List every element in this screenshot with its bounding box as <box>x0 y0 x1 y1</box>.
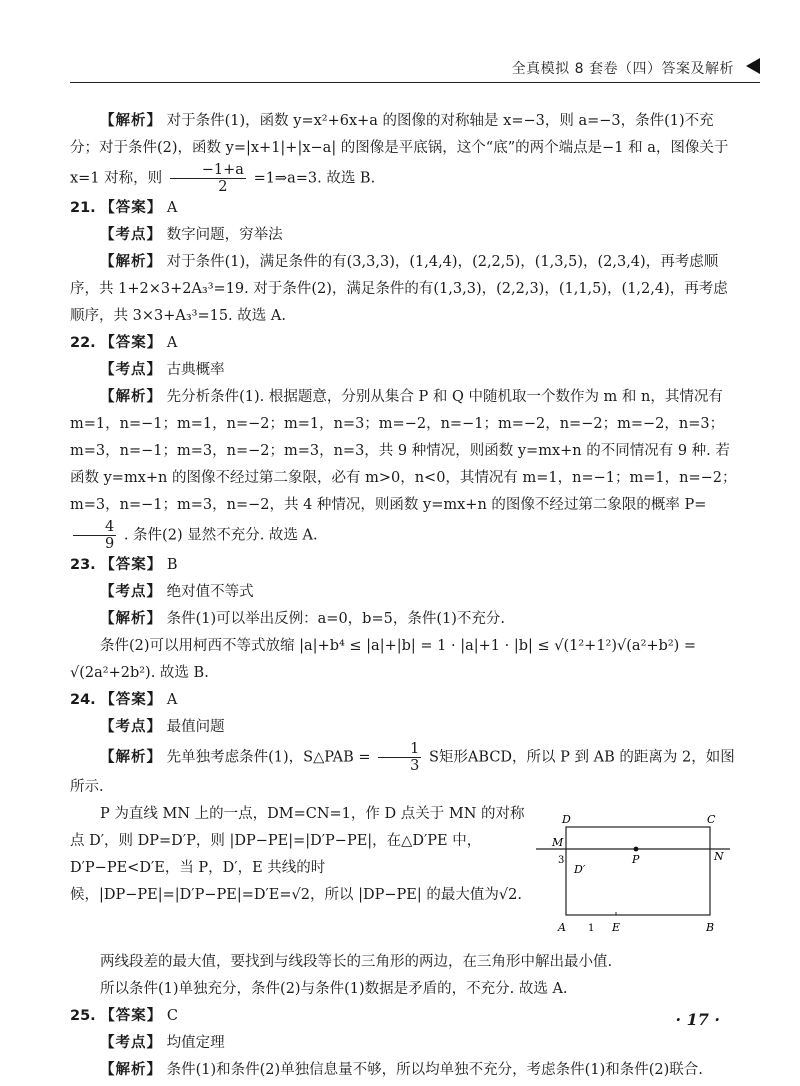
q22-fraction <box>73 519 116 552</box>
header-arrow-icon <box>746 58 760 74</box>
q24-frac-den: 3 <box>410 758 420 774</box>
q24-kaodian <box>70 714 738 741</box>
q20-jiexi-text-2: =1⇒a=3. 故选 B. <box>253 170 376 187</box>
label-a: A <box>558 921 566 934</box>
q24-jiexi-conclusion <box>70 976 738 1003</box>
q24-frac-num: 1 <box>378 741 421 758</box>
q20-frac-den: 2 <box>218 179 228 195</box>
q23-jiexi-cont <box>70 633 738 687</box>
label-e: E <box>612 921 621 934</box>
q24-answer-value: A <box>166 692 178 708</box>
q20-jiexi-tag: 【解析】 <box>100 113 162 129</box>
q22-jiexi-text-1: 先分析条件(1). 根据题意，分别从集合 P 和 Q 中随机取一个数作为 m 和 n，其情况有 m=1，n=−1；m=1，n=−2；m=1，n=3；m=−2，n=−1；m=−2，n=−2；m=−2，n=3；m=3，n=−1；m=3，n=−2；m=3，n=3，共 9 种情况，则函数 y=mx+n 的不同情况有 9 种. 若函数 y=mx+n 的图像不经过第二象限，必有 m>0，n<0，其情况有 m=1，n=−1；m=1，n=−2；m=3，n=−1；m=3，n=−2，共 4 种情况，则函数 y=mx+n 的图像不经过第二象限的概率 P= <box>70 389 737 513</box>
q22-kaodian-tag: 【考点】 <box>100 362 162 378</box>
q25-kaodian <box>70 1030 738 1057</box>
q25-kaodian-text: 均值定理 <box>166 1035 225 1051</box>
q24-jiexi-text-1b: S矩形ABCD，所以 P 到 AB 的距离为 2，如图所示. <box>70 749 735 795</box>
q22-answer-value: A <box>166 335 178 351</box>
q22-kaodian-text: 古典概率 <box>166 362 225 378</box>
q25-answer-tag: 【答案】 <box>100 1008 163 1024</box>
q20-frac-num: −1+a <box>170 162 246 179</box>
q20-fraction <box>170 162 246 195</box>
header-rule <box>70 82 760 83</box>
q21-answer-value: A <box>166 200 178 216</box>
label-1: 1 <box>588 923 595 934</box>
q24-jiexi <box>70 741 738 801</box>
q21-number: 21. <box>70 200 96 216</box>
q20-jiexi-text-1: 对于条件(1)，函数 y=x²+6x+a 的图像的对称轴是 x=−3，则 a=−3，条件(1)不充分；对于条件(2)，函数 y=|x+1|+|x−a| 的图像是平底锅，这个“底”的两个端点是−1 和 a，图像关于 x=1 对称，则 <box>70 113 729 187</box>
q23-kaodian <box>70 579 738 606</box>
q22-number: 22. <box>70 335 96 351</box>
q23-jiexi-tag: 【解析】 <box>100 611 162 627</box>
q23-number: 23. <box>70 557 96 573</box>
q23-jiexi <box>70 606 738 633</box>
q24-jiexi-text-1a: 先单独考虑条件(1)，S△PAB = <box>166 749 371 766</box>
q25-jiexi-tag: 【解析】 <box>100 1062 162 1078</box>
q22-jiexi-tag: 【解析】 <box>100 389 162 405</box>
q25-jiexi <box>70 1057 738 1084</box>
label-d: D <box>562 815 571 826</box>
q23-kaodian-text: 绝对值不等式 <box>166 584 254 600</box>
rectangle-diagram <box>530 815 750 945</box>
q20-jiexi <box>70 108 738 195</box>
q23-answer-value: B <box>166 557 178 573</box>
page-number: · 17 · <box>675 1010 720 1029</box>
q22-frac-den: 9 <box>105 536 115 552</box>
q25-answer-value: C <box>166 1008 179 1024</box>
q21-jiexi-text: 对于条件(1)，满足条件的有(3,3,3)，(1,4,4)，(2,2,5)，(1,3,5)，(2,3,4)，再考虑顺序，共 1+2×3+2A₃³=19. 对于条件(2)，满足条件的有(1,3,3)，(2,2,3)，(1,1,5)，(1,2,4)，再考虑顺序，共 3×3+A₃³=15. 故选 A. <box>70 254 728 324</box>
q23-answer <box>70 552 738 579</box>
header-title: 全真模拟 8 套卷（四）答案及解析 <box>511 61 734 77</box>
q24-jiexi-text-4: 所以条件(1)单独充分，条件(2)与条件(1)数据是矛盾的，不充分. 故选 A. <box>100 981 568 997</box>
q24-jiexi-text-3: 两线段差的最大值，要找到与线段等长的三角形的两边，在三角形中解出最小值. <box>100 954 613 970</box>
q24-jiexi-tag: 【解析】 <box>100 749 162 766</box>
q22-kaodian <box>70 357 738 384</box>
q21-jiexi <box>70 249 738 330</box>
q24-number: 24. <box>70 692 96 708</box>
q21-kaodian-tag: 【考点】 <box>100 227 162 243</box>
label-n: N <box>714 850 724 863</box>
q24-jiexi-body <box>70 801 530 909</box>
q24-figure-block <box>70 801 738 949</box>
q23-jiexi-text-1: 条件(1)可以举出反例：a=0，b=5，条件(1)不充分. <box>166 611 505 627</box>
page-header <box>70 52 760 92</box>
rectangle-abcd <box>566 827 710 915</box>
q22-jiexi-text-2: . 条件(2) 显然不充分. 故选 A. <box>123 527 318 544</box>
point-p <box>634 847 639 852</box>
label-b: B <box>706 921 715 934</box>
label-d-prime: D′ <box>574 863 586 876</box>
page-content <box>70 108 738 1084</box>
q25-jiexi-text: 条件(1)和条件(2)单独信息量不够，所以均单独不充分，考虑条件(1)和条件(2)联合. <box>166 1062 703 1078</box>
q23-jiexi-text-2: 条件(2)可以用柯西不等式放缩 |a|+b⁴ ≤ |a|+|b| = 1 · |a|+1 · |b| ≤ √(1²+1²)√(a²+b²) = √(2a²+2b²). 故选 B. <box>70 638 697 681</box>
q24-jiexi-text-2: P 为直线 MN 上的一点，DM=CN=1，作 D 点关于 MN 的对称点 D′，则 DP=D′P，则 |DP−PE|=|D′P−PE|，在△D′PE 中，D′P−PE<D′E，当 P，D′，E 共线的时候，|DP−PE|=|D′P−PE|=D′E=√2，所以 |DP−PE| 的最大值为√2. <box>70 806 525 903</box>
q22-jiexi <box>70 384 738 552</box>
q22-frac-num: 4 <box>73 519 116 536</box>
q21-kaodian-text: 数字问题，穷举法 <box>166 227 283 243</box>
q24-fraction <box>378 741 421 774</box>
q21-kaodian <box>70 222 738 249</box>
q25-kaodian-tag: 【考点】 <box>100 1035 162 1051</box>
label-c: C <box>707 815 716 826</box>
q23-kaodian-tag: 【考点】 <box>100 584 162 600</box>
q23-answer-tag: 【答案】 <box>100 557 163 573</box>
q21-answer-tag: 【答案】 <box>100 200 163 216</box>
label-3: 3 <box>558 855 565 866</box>
label-p: P <box>632 853 640 866</box>
q22-answer-tag: 【答案】 <box>100 335 163 351</box>
q21-jiexi-tag: 【解析】 <box>100 254 162 270</box>
q21-answer <box>70 195 738 222</box>
q24-answer <box>70 687 738 714</box>
q24-kaodian-text: 最值问题 <box>166 719 225 735</box>
q25-number: 25. <box>70 1008 96 1024</box>
q24-answer-tag: 【答案】 <box>100 692 163 708</box>
q24-kaodian-tag: 【考点】 <box>100 719 162 735</box>
q24-jiexi-note <box>70 949 738 976</box>
q25-answer <box>70 1003 738 1030</box>
q22-answer <box>70 330 738 357</box>
label-m: M <box>552 836 564 849</box>
